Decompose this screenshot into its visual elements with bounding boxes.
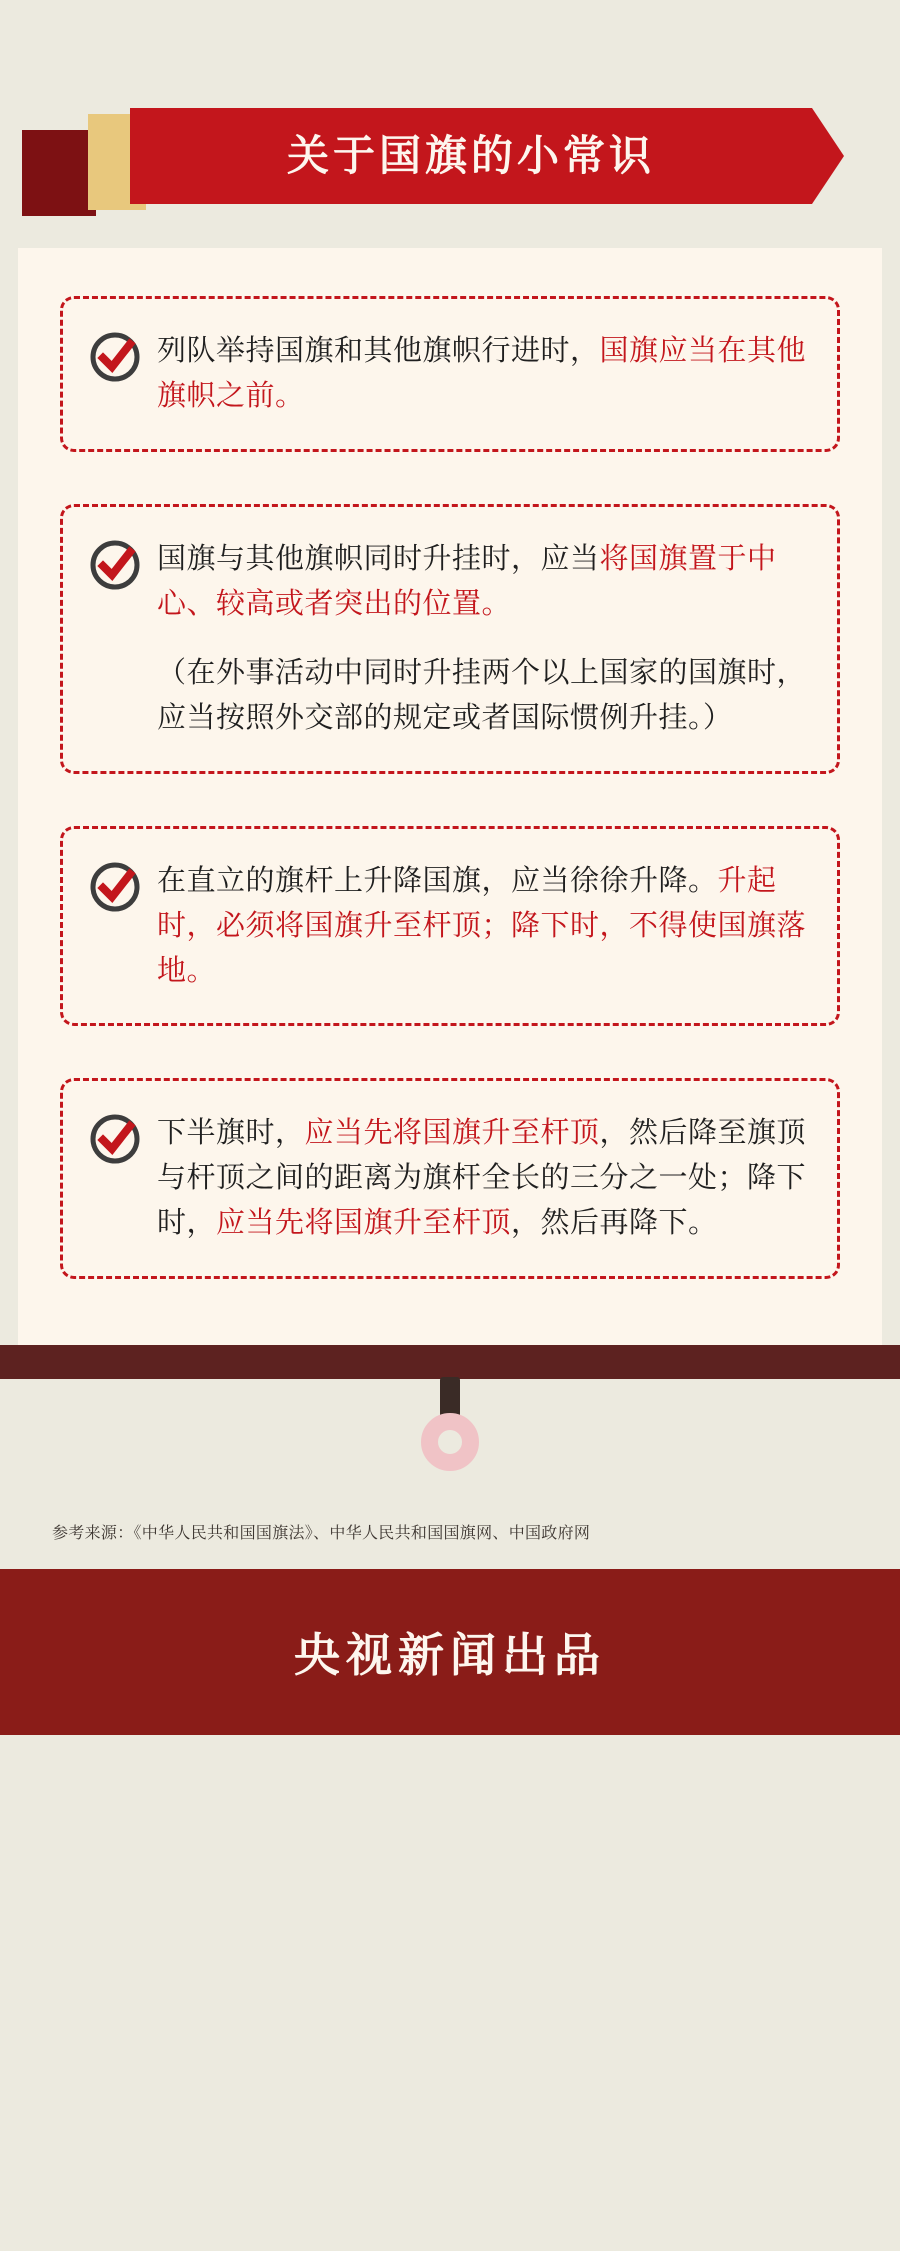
tip-item — [60, 826, 840, 1027]
ring-icon — [421, 1413, 479, 1471]
source-note: 参考来源：《中华人民共和国国旗法》、中华人民共和国国旗网、中国政府网 — [52, 1525, 591, 1543]
check-circle-icon — [89, 331, 141, 383]
content-card — [18, 248, 882, 1345]
tip-text-note: （在外事活动中同时升挂两个以上国家的国旗时，应当按照外交部的规定或者国际惯例升挂。） — [157, 656, 807, 734]
tip-text — [157, 329, 811, 419]
tip-text-plain: ，然后降至旗顶与杆顶之间的距离为旗杆全长的三分之一处；降下时， — [157, 1117, 807, 1240]
brand-footer — [0, 1569, 900, 1735]
banner-ribbon — [130, 108, 812, 204]
tip-item — [60, 1078, 840, 1279]
page-title: 关于国旗的小常识 — [286, 132, 655, 179]
tip-text-plain: ，然后再降下。 — [511, 1207, 718, 1240]
tip-text — [157, 859, 811, 994]
tip-text-highlight: 应当先将国旗升至杆顶 — [304, 1117, 600, 1150]
check-circle-icon — [89, 1113, 141, 1165]
tip-text-highlight: 将国旗置于中心、较高或者突出的位置。 — [157, 542, 777, 620]
tip-text — [157, 1111, 811, 1246]
footer-middle — [0, 1379, 900, 1569]
header-banner — [0, 108, 900, 248]
tip-text-plain: 列队举持国旗和其他旗帜行进时， — [157, 335, 600, 367]
tip-text-plain: 在直立的旗杆上升降国旗，应当徐徐升降。 — [157, 864, 718, 897]
tip-text — [157, 537, 811, 741]
tip-text-highlight: 国旗应当在其他旗帜之前。 — [157, 335, 807, 412]
brand-name: 央视新闻出品 — [294, 1629, 606, 1682]
tip-item — [60, 504, 840, 774]
tip-text-highlight: 应当先将国旗升至杆顶 — [216, 1207, 512, 1240]
footer-divider-bar — [0, 1345, 900, 1379]
tip-text-plain: 国旗与其他旗帜同时升挂时，应当 — [157, 542, 600, 575]
check-circle-icon — [89, 539, 141, 591]
tip-item — [60, 296, 840, 452]
check-circle-icon — [89, 861, 141, 913]
tip-text-plain: 下半旗时， — [157, 1117, 305, 1150]
banner-shadow-block — [22, 130, 96, 216]
tip-text-highlight: 升起时，必须将国旗升至杆顶；降下时，不得使国旗落地。 — [157, 864, 807, 987]
